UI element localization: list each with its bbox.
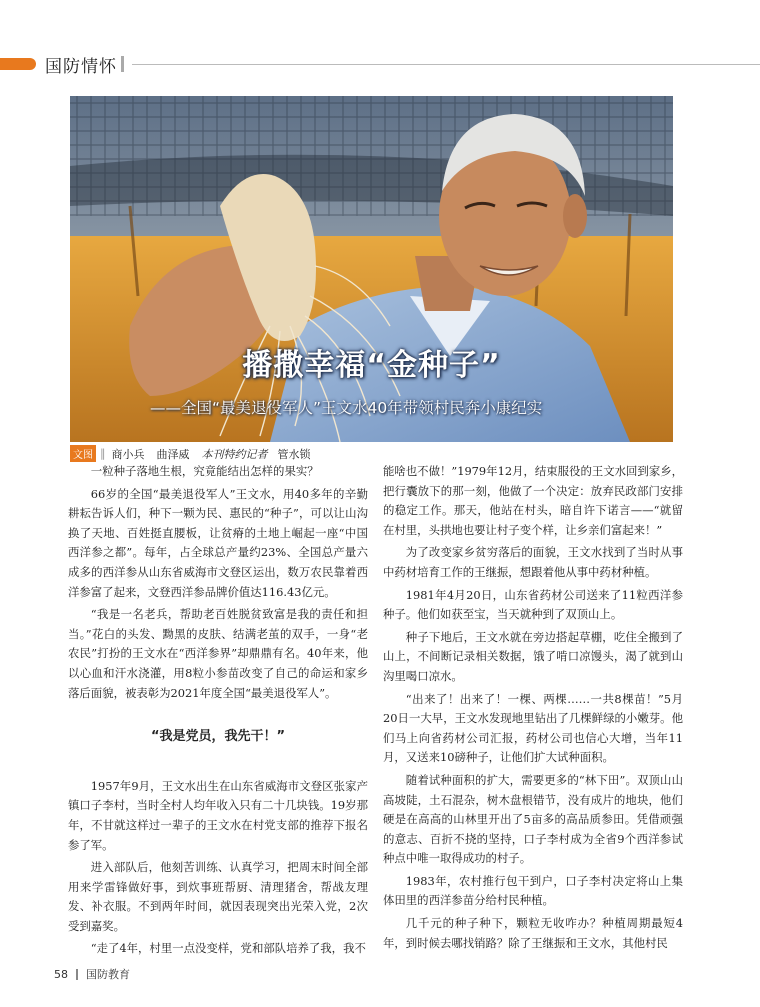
reporter-name: 管水锁	[277, 447, 311, 461]
body-paragraph: 几千元的种子种下，颗粒无收咋办？种植周期最短4年，到时候去哪找销路？除了王继振和王文水，其他村民	[383, 916, 683, 950]
right-column	[383, 462, 683, 956]
byline-tag: 文图	[70, 445, 96, 462]
body-paragraph: 一粒种子落地生根，究竟能结出怎样的果实？	[90, 464, 319, 478]
author-name: 商小兵	[111, 447, 145, 461]
section-divider-mark	[121, 56, 124, 72]
body-paragraph: 进入部队后，他刻苦训练、认真学习，把周末时间全部用来学雷锋做好事，到炊事班帮厨、清理猪舍，帮战友理发、补衣服。不到两年时间，就因表现突出光荣入党，2次受到嘉奖。	[68, 860, 368, 933]
byline	[70, 445, 323, 462]
page-number: 58	[54, 967, 68, 981]
body-paragraph: 为了改变家乡贫穷落后的面貌，王文水找到了当时从事中药材培育工作的王继振，想跟着他从事中药材种植。	[383, 545, 683, 579]
page-footer	[54, 966, 130, 982]
section-color-bar	[0, 58, 36, 70]
magazine-name: 国防教育	[86, 968, 130, 981]
hero-photo	[70, 96, 673, 442]
hero-photo-illustration	[70, 96, 673, 442]
section-title: 国防情怀	[45, 57, 117, 77]
article-subtitle: ——全国“最美退役军人”王文水40年带领村民奔小康纪实	[150, 399, 543, 417]
left-column	[68, 462, 368, 962]
footer-divider	[76, 969, 78, 980]
article-title: 播撒幸福“金种子”	[242, 348, 501, 383]
body-paragraph-continued: 能啥也不做！”1979年12月，结束服役的王文水回到家乡，把行囊放下的那一刻，他做了一个决定：放弃民政部门安排的稳定工作。那天，他站在村头，暗自许下诺言——“就留在村里，头拱地也要让村子变个样，让乡亲们富起来！”	[383, 464, 683, 537]
byline-separator: ‖	[100, 447, 106, 460]
body-paragraph: “出来了！出来了！一棵、两棵……一共8棵苗！”5月20日一大早，王文水发现地里钻出了几棵鲜绿的小嫩芽。他们马上向省药材公司汇报，药材公司也信心大增，当年11月，又送来10磅种子，让他们扩大试种面积。	[383, 691, 683, 765]
body-paragraph: “我是一名老兵，帮助老百姓脱贫致富是我的责任和担当。”花白的头发、黝黑的皮肤、结满老茧的双手，一身“老农民”打扮的王文水在“西洋参界”却鼎鼎有名。40年来，他以心血和汗水浇灌，用8粒小参苗改变了自己的命运和家乡落后面貌，被表彰为2021年度全国“最美退役军人”。	[68, 607, 368, 700]
header-rule	[132, 64, 760, 65]
author-role: 本刊特约记者	[201, 447, 268, 461]
author-name: 曲泽威	[156, 447, 190, 461]
body-paragraph: 1957年9月，王文水出生在山东省威海市文登区张家产镇口子李村，当时全村人均年收入只有二十几块钱。19岁那年，不甘就这样过一辈子的王文水在村党支部的推荐下报名参了军。	[68, 778, 368, 852]
body-paragraph: 种子下地后，王文水就在旁边搭起草棚，吃住全搬到了山上，不间断记录相关数据，饿了啃口凉馒头，渴了就到山沟里喝口凉水。	[383, 629, 683, 683]
body-paragraph: 1983年，农村推行包干到户，口子李村决定将山上集体田里的西洋参苗分给村民种植。	[383, 873, 683, 908]
body-paragraph: 随着试种面积的扩大，需要更多的“林下田”。双顶山山高坡陡，土石混杂，树木盘根错节，没有成片的地块，他们硬是在高高的山林里开出了5亩多的高品质参田。凭借顽强的意志、百折不挠的坚持，口子李村成为全省9个西洋参试种点中唯一取得成功的村子。	[383, 772, 683, 866]
body-paragraph: “走了4年，村里一点没变样，党和部队培养了我，我不	[90, 941, 366, 956]
section-heading: “我是党员，我先干！”	[150, 729, 286, 745]
body-paragraph: 1981年4月20日，山东省药材公司送来了11粒西洋参种子。他们如获至宝，当天就种到了双顶山上。	[383, 587, 683, 622]
body-paragraph: 66岁的全国“最美退役军人”王文水，用40多年的辛勤耕耘告诉人们，种下一颗为民、惠民的“种子”，可以让山沟换了天地、百姓挺直腰板，让贫瘠的土地上崛起一座“中国西洋参之都”。每年，占全球总产量约23%、全国总产量六成多的西洋参从山东省威海市文登区运出，数万农民靠着西洋参富了起来，文登西洋参品牌价值达116.43亿元。	[68, 486, 368, 599]
